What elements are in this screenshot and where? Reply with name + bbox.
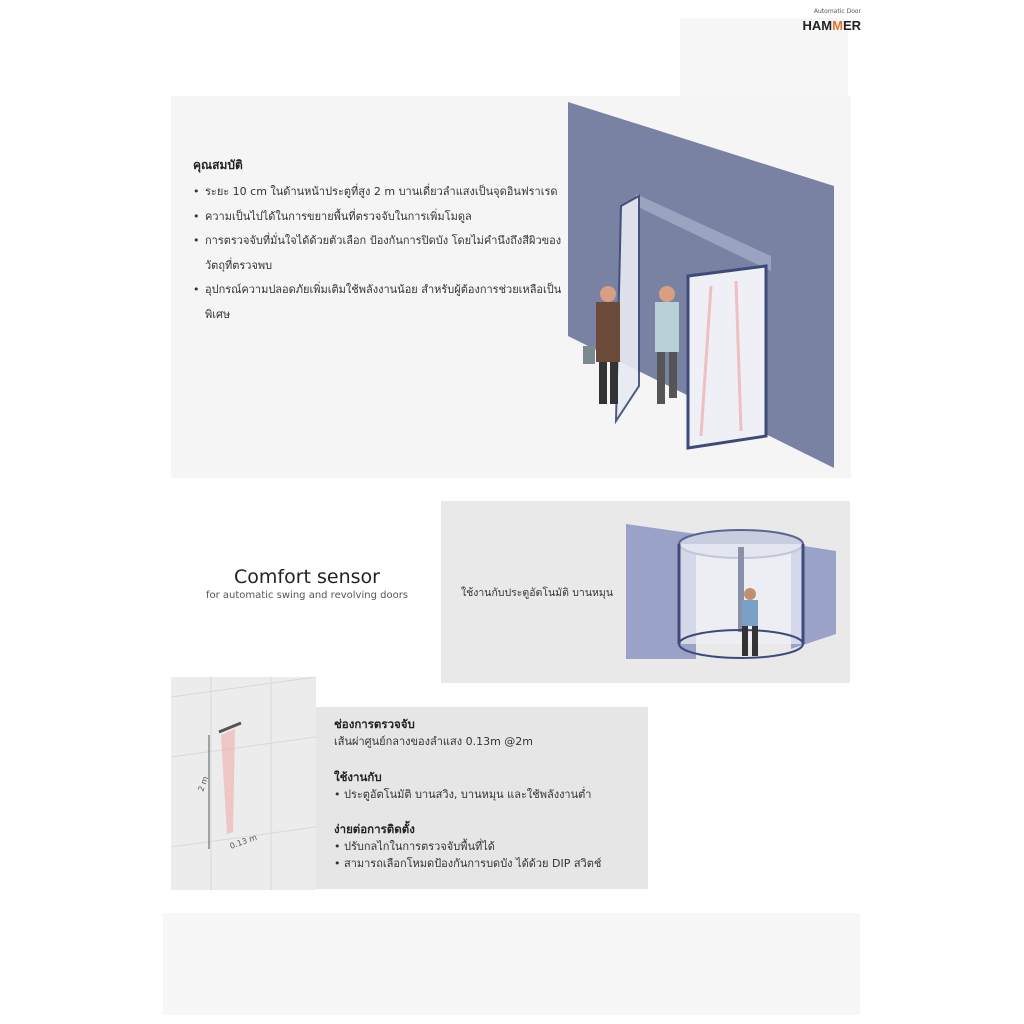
swing-door-illustration bbox=[561, 96, 851, 478]
specs-panel bbox=[316, 707, 648, 889]
spec-detection-zone: ช่องการตรวจจับ เส้นผ่าศูนย์กลางของลำแสง 0.13m @2m bbox=[334, 717, 534, 748]
features-panel bbox=[171, 96, 851, 478]
list-item: • อุปกรณ์ความปลอดภัยเพิ่มเติมใช้พลังงานน้อย สำหรับผู้ต้องการช่วยเหลือเป็นพิเศษ bbox=[193, 278, 563, 327]
brand-logo: Automatic Door HAMMER bbox=[802, 8, 861, 33]
product-title: Comfort sensor bbox=[234, 566, 380, 588]
list-item: • ระยะ 10 cm ในด้านหน้าประตูที่สูง 2 m บานเดี่ยวลำแสงเป็นจุดอินฟราเรด bbox=[193, 180, 563, 205]
product-title-block bbox=[171, 566, 443, 601]
spec-easy-install: ง่ายต่อการติดตั้ง • ปรับกลไกในการตรวจจับพื้นที่ได้ • สามารถเลือกโหมดป้องกันการบดบัง ได้ด้วย DIP สวิตช์ bbox=[334, 822, 602, 870]
revolving-door-panel bbox=[441, 501, 850, 683]
bottom-placeholder-box bbox=[163, 913, 860, 1015]
detection-diagram bbox=[171, 677, 316, 890]
revolving-caption: ใช้งานกับประตูอัตโนมัติ บานหมุน bbox=[461, 587, 614, 599]
svg-text:0.13 m: 0.13 m bbox=[228, 832, 259, 851]
svg-text:2 m: 2 m bbox=[196, 775, 211, 793]
list-item: • การตรวจจับที่มั่นใจได้ด้วยตัวเลือก ป้องกันการปิดบัง โดยไม่คำนึงถึงสีผิวของวัตถุที่ตรวจพบ bbox=[193, 229, 563, 278]
revolving-door-illustration bbox=[626, 519, 841, 664]
features-list bbox=[193, 180, 563, 327]
list-item: • ความเป็นไปได้ในการขยายพื้นที่ตรวจจับในการเพิ่มโมดูล bbox=[193, 205, 563, 230]
product-subtitle: for automatic swing and revolving doors bbox=[205, 590, 409, 601]
features-heading: คุณสมบัติ bbox=[193, 158, 243, 172]
spec-compatible-with: ใช้งานกับ • ประตูอัตโนมัติ บานสวิง, บานหมุน และใช้พลังงานต่ำ bbox=[334, 770, 592, 801]
